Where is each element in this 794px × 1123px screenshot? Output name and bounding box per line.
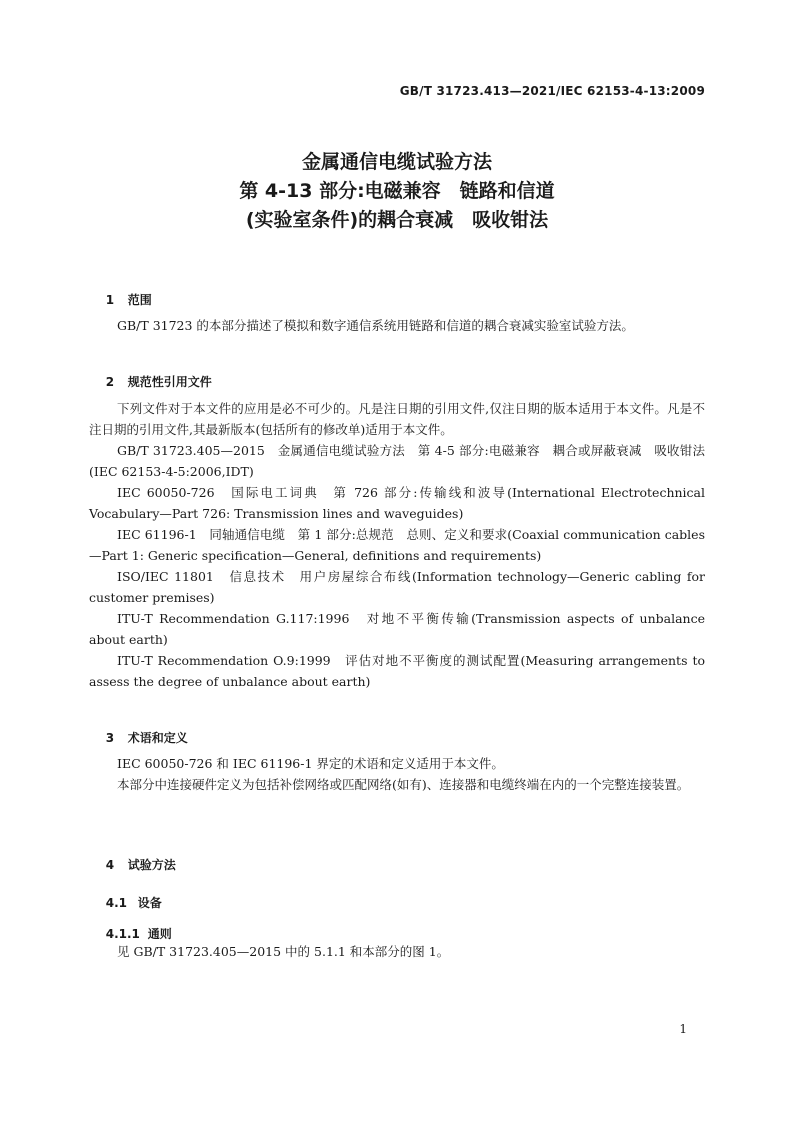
- paragraph: IEC 60050-726 和 IEC 61196-1 界定的术语和定义适用于本文件。: [117, 756, 504, 771]
- section-number: 2: [105, 375, 115, 389]
- paragraph: 下列文件对于本文件的应用是必不可少的。凡是注日期的引用文件,仅注日期的版本适用于本文件。凡是不注日期的引用文件,其最新版本(包括所有的修改单)适用于本文件。: [89, 401, 705, 437]
- reference-item: ITU-T Recommendation G.117:1996 对地不平衡传输(Transmission aspects of unbalance about earth): [89, 611, 705, 647]
- section-number: 4.1: [105, 896, 127, 910]
- title-line-2: 第 4-13 部分:电磁兼容 链路和信道: [239, 180, 555, 202]
- section-title: 试验方法: [127, 858, 176, 872]
- section-number: 4: [105, 858, 115, 872]
- section-number: 3: [105, 731, 115, 745]
- section-title: 通则: [147, 927, 172, 941]
- section-number: 4.1.1: [105, 927, 140, 941]
- page-number: 1: [679, 1022, 687, 1036]
- paragraph: 本部分中连接硬件定义为包括补偿网络或匹配网络(如有)、连接器和电缆终端在内的一个完整连接装置。: [117, 777, 690, 792]
- title-line-1: 金属通信电缆试验方法: [301, 151, 492, 173]
- section-number: 1: [105, 293, 115, 307]
- standard-number: GB/T 31723.413—2021/IEC 62153-4-13:2009: [399, 84, 705, 98]
- reference-item: IEC 61196-1 同轴通信电缆 第 1 部分:总规范 总则、定义和要求(Coaxial communication cables—Part 1: Generic specification—General, definitions and requirements): [89, 527, 705, 563]
- paragraph: GB/T 31723 的本部分描述了模拟和数字通信系统用链路和信道的耦合衰减实验室试验方法。: [117, 318, 634, 333]
- section-title: 范围: [127, 293, 152, 307]
- reference-item: IEC 60050-726 国际电工词典 第 726 部分:传输线和波导(International Electrotechnical Vocabulary—Part 726: Transmission lines and waveguides): [89, 485, 705, 521]
- reference-item: ISO/IEC 11801 信息技术 用户房屋综合布线(Information technology—Generic cabling for customer premises): [89, 569, 705, 605]
- title-line-3: (实验室条件)的耦合衰减 吸收钳法: [245, 209, 549, 231]
- reference-item: GB/T 31723.405—2015 金属通信电缆试验方法 第 4-5 部分:电磁兼容 耦合或屏蔽衰减 吸收钳法(IEC 62153-4-5:2006,IDT): [89, 443, 705, 479]
- document-title: [0, 148, 794, 235]
- section-title: 术语和定义: [127, 731, 188, 745]
- paragraph: 见 GB/T 31723.405—2015 中的 5.1.1 和本部分的图 1。: [117, 944, 450, 959]
- section-title: 设备: [137, 896, 162, 910]
- section-title: 规范性引用文件: [127, 375, 212, 389]
- reference-item: ITU-T Recommendation O.9:1999 评估对地不平衡度的测试配置(Measuring arrangements to assess the degree of unbalance about earth): [89, 653, 705, 689]
